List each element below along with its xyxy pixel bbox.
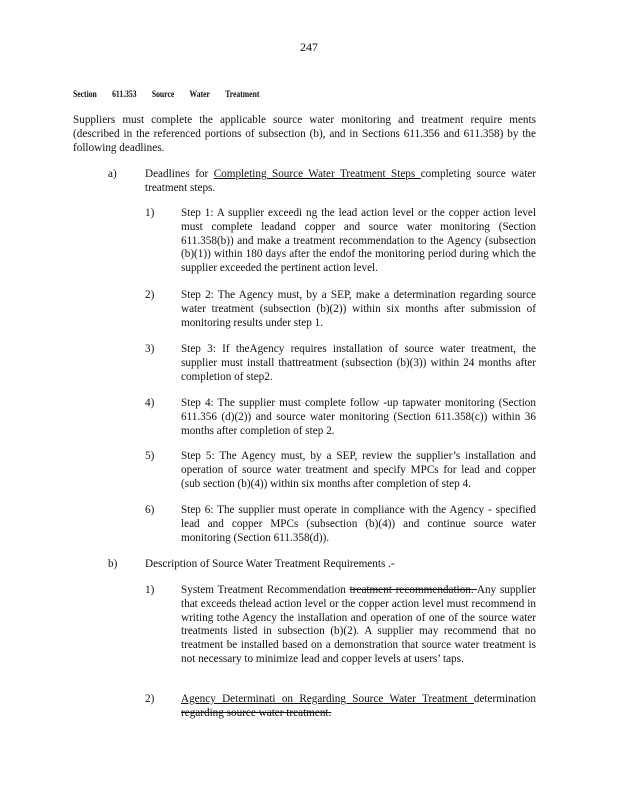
section-label: Section [73,89,97,99]
struck-text: treatment recommendation. [349,584,477,596]
section-title-word: Source [151,89,175,99]
subsection-b-title: Description of Source Water Treatment Requirements .- [145,558,395,570]
step-5-number: 5) [145,450,155,462]
item-b1-number: 1) [145,584,155,596]
subsection-b-label: b) [108,558,118,570]
step-4-number: 4) [145,397,155,409]
section-number: 611.353 [112,89,137,99]
page-number: 247 [300,40,318,54]
subsection-a-label: a) [108,168,117,180]
section-title-word: Treatment [225,89,260,99]
section-heading [73,89,275,99]
step-1-number: 1) [145,207,155,219]
item-b1-text [181,584,536,667]
subsection-a-text [145,168,536,196]
step-4-text: Step 4: The supplier must complete follow -up tapwater monitoring (Section 611.356 (d)(2)) and source water monitoring (Section 611.358(c)) within 36 months after completion of step 2. [181,397,536,437]
struck-text: regarding source water treatment. [181,706,332,719]
subsection-a-tail: completing source water treatment steps. [145,168,537,194]
step-1-text: Step 1: A supplier exceedi ng the lead action level or the copper action level must complete leadand copper and source water monitoring (Section 611.358(b)) and make a treatment recommendation to the Agency (subsection (b)(1)) within 180 days after the endof the monitoring period during which the supplier exceeded the pertinent action level. [181,207,536,275]
step-3-number: 3) [145,343,155,355]
step-6-text: Step 6: The supplier must operate in compliance with the Agency - specified lead and copper MPCs (subsection (b)(4)) and continue source water monitoring (Section 611.358(d)). [181,504,536,544]
section-title-word: Water [189,89,210,99]
inserted-text: Agency Determinati on Regarding Source Water Treatment [181,693,474,705]
item-b2-tail: determination [473,693,536,705]
step-6-number: 6) [145,504,155,516]
step-3-text: Step 3: If theAgency requires installation of source water treatment, the supplier must install thattreatment (subsection (b)(3)) within 24 months after completion of step2. [181,343,536,383]
item-b2-text [181,693,536,721]
item-b2-number: 2) [145,693,155,705]
step-2-number: 2) [145,289,155,301]
subsection-a-lead: Deadlines for [145,168,214,180]
intro-paragraph: Suppliers must complete the applicable source water monitoring and treatment require ments (described in the referenced portions of subsection (b), and in Sections 611.356 and 611.358) by the following deadlines. [73,114,536,154]
item-b1-lead: System Treatment Recommendation [181,584,350,596]
inserted-text: Completing Source Water Treatment Steps [213,168,421,180]
step-2-text: Step 2: The Agency must, by a SEP, make a determination regarding source water treatment (subsection (b)(2)) within six months after submission of monitoring results under step 1. [181,289,536,329]
item-b1-body: Any supplier that exceeds thelead action level or the copper action level must recommend in writing tothe Agency the installation and operation of one of the source water treatments listed in subsection (b)(2). A supplier may recommend that no treatment be installed based on a demonstration that source water treatment is not necessary to minimize lead and copper levels at users’ taps. [181,584,536,665]
step-5-text: Step 5: The Agency must, by a SEP, review the supplier’s installation and operation of source water treatment and specify MPCs for lead and copper (sub section (b)(4)) within six months after completion of step 4. [181,450,536,490]
